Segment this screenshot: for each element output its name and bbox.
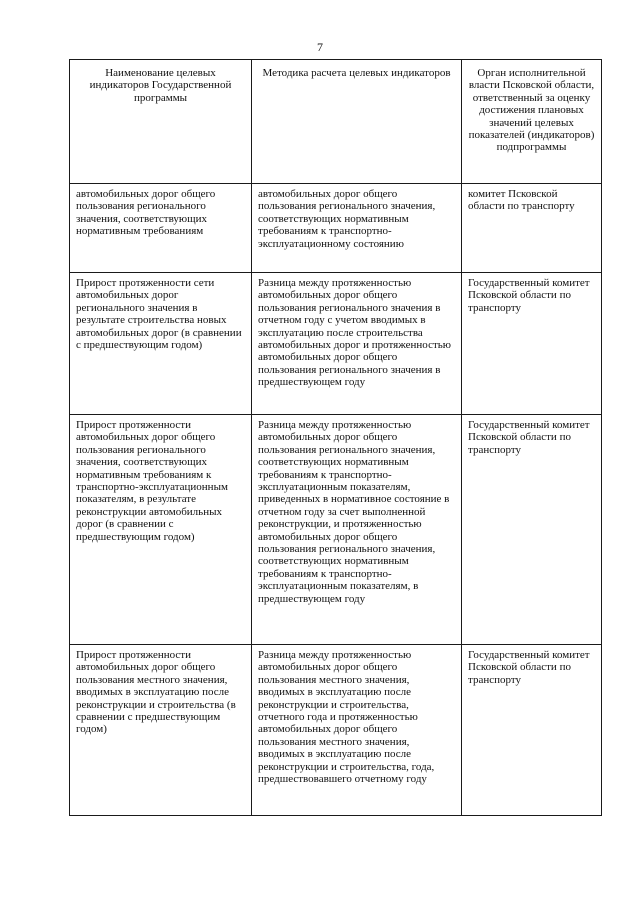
table-row — [70, 645, 602, 816]
cell-responsible-authority: комитет Псковской области по транспорту — [462, 184, 602, 273]
header-calculation-method: Методика расчета целевых индикаторов — [252, 60, 462, 184]
cell-indicator-name: Прирост протяженности сети автомобильных дорог регионального значения в результате строительства новых автомобильных дорог (в сравнении с предшествующим годом) — [70, 273, 252, 415]
cell-responsible-authority: Государственный комитет Псковской области по транспорту — [462, 645, 602, 816]
cell-responsible-authority: Государственный комитет Псковской области по транспорту — [462, 415, 602, 645]
table-row — [70, 184, 602, 273]
cell-calculation-method: Разница между протяженностью автомобильных дорог общего пользования регионального значения, соответствующих нормативным требованиям к транспортно-эксплуатационным показателям, приведенных в нормативное состояние в отчетном году за счет выполненной реконструкции, и протяженностью автомобильных дорог общего пользования регионального значения, соответствующих нормативным требованиям к транспортно-эксплуатационным показателям, в предшествующем году — [252, 415, 462, 645]
cell-indicator-name: автомобильных дорог общего пользования регионального значения, соответствующих нормативным требованиям — [70, 184, 252, 273]
table-header-row — [70, 60, 602, 184]
cell-calculation-method: Разница между протяженностью автомобильных дорог общего пользования местного значения, вводимых в эксплуатацию после реконструкции и строительства, отчетного года и протяженностью автомобильных дорог общего пользования местного значения, вводимых в эксплуатацию после реконструкции и строительства, года, предшествовавшего отчетному году — [252, 645, 462, 816]
cell-indicator-name: Прирост протяженности автомобильных дорог общего пользования местного значения, вводимых в эксплуатацию после реконструкции и строительства (в сравнении с предшествующим годом) — [70, 645, 252, 816]
table-row — [70, 415, 602, 645]
header-responsible-authority: Орган исполнительной власти Псковской области, ответственный за оценку достижения плановых значений целевых показателей (индикаторов) подпрограммы — [462, 60, 602, 184]
header-indicator-name: Наименование целевых индикаторов Государственной программы — [70, 60, 252, 184]
page-number: 7 — [317, 40, 323, 54]
cell-calculation-method: автомобильных дорог общего пользования регионального значения, соответствующих нормативным требованиям к транспортно-эксплуатационному состоянию — [252, 184, 462, 273]
cell-calculation-method: Разница между протяженностью автомобильных дорог общего пользования регионального значения в отчетном году с учетом вводимых в эксплуатацию после строительства автомобильных дорог и протяженностью автомобильных дорог общего пользования регионального значения в предшествующем году — [252, 273, 462, 415]
cell-responsible-authority: Государственный комитет Псковской области по транспорту — [462, 273, 602, 415]
table-row — [70, 273, 602, 415]
cell-indicator-name: Прирост протяженности автомобильных дорог общего пользования регионального значения, соответствующих нормативным требованиям к транспортно-эксплуатационным показателям, в результате реконструкции автомобильных дорог (в сравнении с предшествующим годом) — [70, 415, 252, 645]
indicators-table — [69, 59, 602, 816]
